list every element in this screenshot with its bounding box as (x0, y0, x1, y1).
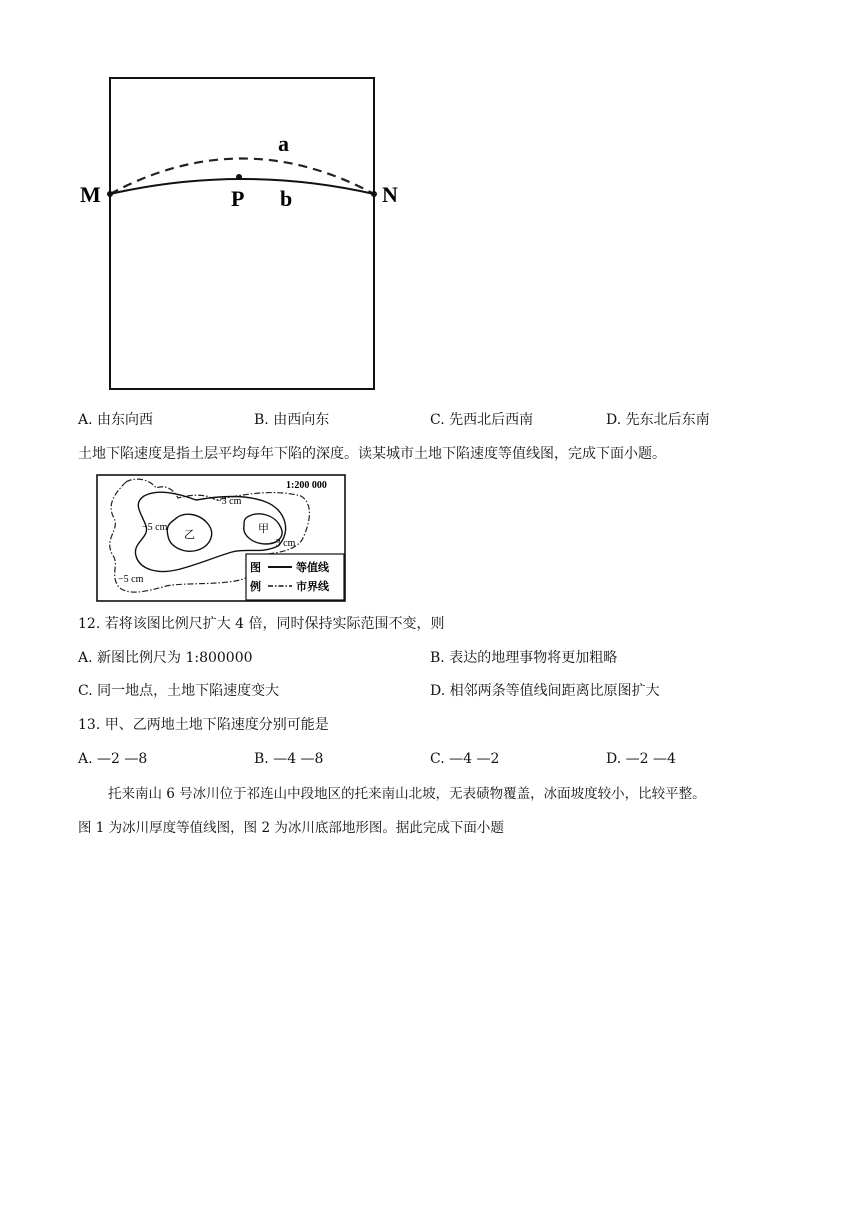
contour-label-3: −3 cm (270, 538, 296, 549)
label-m: M (80, 182, 101, 207)
q13-option-c: C. —4 —2 (430, 751, 500, 767)
intro-subsidence: 土地下陷速度是指土层平均每年下陷的深度。读某城市土地下陷速度等值线图，完成下面小题。 (78, 446, 666, 462)
frame-rect (110, 78, 374, 389)
q11-option-d: D. 先东北后东南 (606, 412, 710, 428)
figure-arc-diagram (78, 68, 418, 398)
intro-glacier-line1: 托来南山 6 号冰川位于祁连山中段地区的托来南山北坡，无表碛物覆盖，冰面坡度较小，比较平整。 (108, 786, 706, 802)
q12-stem: 12. 若将该图比例尺扩大 4 倍，同时保持实际范围不变，则 (78, 616, 445, 632)
q13-option-b: B. —4 —8 (254, 751, 324, 767)
scale-label: 1:200 000 (286, 480, 327, 491)
point-n (371, 191, 377, 197)
label-b: b (280, 186, 293, 211)
label-a: a (278, 131, 289, 156)
point-m (107, 191, 113, 197)
place-jia: 甲 (258, 522, 269, 535)
q13-stem: 13. 甲、乙两地土地下陷速度分别可能是 (78, 717, 329, 733)
q11-option-b: B. 由西向东 (254, 412, 330, 428)
label-p: P (231, 186, 245, 211)
q13-option-a: A. —2 —8 (78, 751, 148, 767)
figure-subsidence-map (96, 474, 346, 602)
contour-label-1: −3 cm (216, 496, 242, 507)
legend-title-bottom: 例 (250, 580, 261, 593)
legend-boundary-label: 市界线 (296, 580, 329, 593)
q12-option-b: B. 表达的地理事物将更加粗略 (430, 650, 618, 666)
q12-option-c: C. 同一地点，土地下陷速度变大 (78, 683, 280, 699)
q13-option-d: D. —2 —4 (606, 751, 676, 767)
legend-title-top: 图 (250, 561, 261, 574)
point-p (236, 174, 242, 180)
q12-option-a: A. 新图比例尺为 1:800000 (78, 650, 253, 666)
q11-option-a: A. 由东向西 (78, 412, 154, 428)
label-n: N (382, 182, 398, 207)
intro-glacier-line2: 图 1 为冰川厚度等值线图，图 2 为冰川底部地形图。据此完成下面小题 (78, 820, 504, 836)
contour-label-2: −5 cm (142, 522, 168, 533)
contour-label-4: −5 cm (118, 574, 144, 585)
q12-option-d: D. 相邻两条等值线间距离比原图扩大 (430, 683, 660, 699)
legend-contour-label: 等值线 (296, 561, 329, 574)
q11-option-c: C. 先西北后西南 (430, 412, 534, 428)
place-yi: 乙 (184, 528, 195, 541)
